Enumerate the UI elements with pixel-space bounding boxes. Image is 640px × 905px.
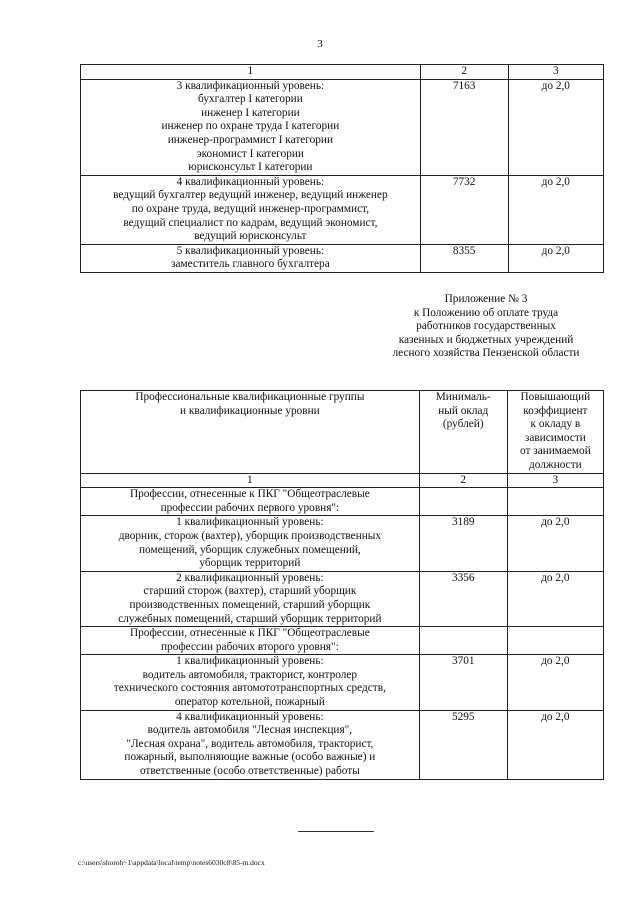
qualification-level-cell-line: инженер-программист I категории (167, 133, 334, 146)
header-coefficient-cell-line: зависимости (524, 431, 586, 444)
qualification-level-cell-line: водитель автомобиля "Лесная инспекция", (147, 724, 353, 737)
qualification-level-cell-line: 1 квалификационный уровень: (176, 655, 324, 668)
coefficient-cell: до 2,0 (508, 79, 603, 175)
salary-cell: 3701 (419, 655, 507, 710)
header-groups-cell (81, 391, 420, 474)
salary-cell (419, 488, 507, 516)
footer-file-path: c:\users\shoroh~1\appdata\local\temp\notes6030c8\85-m.docx (78, 858, 265, 867)
qualification-level-cell (81, 655, 420, 710)
salary-cell: 7163 (420, 79, 508, 175)
column-number-cell: 3 (508, 65, 603, 80)
qualification-level-cell-line: профессии рабочих первого уровня": (160, 501, 340, 514)
qualification-level-cell (81, 516, 420, 571)
coefficient-cell (507, 627, 603, 655)
qualification-level-cell-line: ведущий бухгалтер ведущий инженер, ведущий инженер (113, 189, 388, 202)
qualification-level-cell-line: ответственные (особо ответственные) работы (139, 765, 360, 778)
qualification-level-cell-line: ведущий юрисконсульт (194, 230, 307, 243)
qualification-level-cell-line: 5 квалификационный уровень: (176, 244, 325, 257)
qualification-level-cell-line: технического состояния автомототранспортных средств, (113, 682, 386, 695)
qualification-level-cell-line: водитель автомобиля, тракторист, контролер (142, 668, 358, 681)
qualification-level-cell-line: "Лесная охрана", водитель автомобиля, тракторист, (126, 737, 374, 750)
qualification-level-cell-line: уборщик территорий (199, 557, 301, 570)
table-row (81, 627, 604, 655)
salary-cell: 3189 (419, 516, 507, 571)
coefficient-cell: до 2,0 (507, 571, 603, 626)
qualification-level-cell-line: инженер по охране труда I категории (161, 120, 340, 133)
table-row (81, 488, 604, 516)
qualification-level-cell-line: пожарный, выполняющие важные (особо важные) и (124, 751, 376, 764)
qualification-level-cell (81, 488, 420, 516)
column-number-row (81, 65, 604, 80)
separator-line (298, 831, 374, 832)
qualification-level-cell-line: оператор котельной, пожарный (174, 696, 325, 709)
header-salary-cell-line: (рублей) (442, 418, 484, 431)
column-number-cell: 3 (507, 473, 603, 488)
coefficient-cell: до 2,0 (507, 710, 603, 779)
qualification-level-cell-line: 4 квалификационный уровень: (176, 175, 325, 188)
qualification-level-cell (81, 79, 421, 175)
header-coefficient-cell-line: должности (529, 458, 582, 471)
salary-table-continued (80, 64, 604, 273)
appendix-line: казенных и бюджетных учреждений (398, 333, 574, 346)
qualification-level-cell-line: дворник, сторож (вахтер), уборщик производственных (118, 529, 382, 542)
table-row (81, 571, 604, 626)
header-coefficient-cell-line: от занимаемой (519, 445, 591, 458)
appendix-line: лесного хозяйства Пензенской области (392, 347, 580, 360)
qualification-level-cell-line: старший сторож (вахтер), старший уборщик (143, 585, 357, 598)
qualification-level-cell-line: служебных помещений, старший уборщик территорий (118, 612, 382, 625)
qualification-level-cell-line: заместитель главного бухгалтера (171, 258, 330, 271)
table-row (81, 175, 604, 244)
qualification-level-cell (81, 627, 420, 655)
header-coefficient-cell-line: к окладу в (530, 418, 581, 431)
header-salary-cell-line: Минималь- (435, 391, 491, 403)
qualification-level-cell-line: 2 квалификационный уровень: (176, 571, 324, 584)
qualification-level-cell-line: инженер I категории (201, 106, 300, 119)
header-coefficient-cell-line: коэффициент (523, 404, 588, 417)
salary-cell: 8355 (420, 244, 508, 272)
salary-cell: 7732 (420, 175, 508, 244)
qualification-level-cell-line: помещений, уборщик служебных помещений, (139, 543, 361, 556)
coefficient-cell: до 2,0 (507, 516, 603, 571)
header-groups-cell-line: Профессиональные квалификационные группы (135, 391, 365, 403)
qualification-level-cell (81, 244, 421, 272)
salary-table-workers (80, 390, 604, 780)
column-number-cell: 2 (419, 473, 507, 488)
qualification-level-cell-line: производственных помещений, старший уборщик (129, 598, 371, 611)
qualification-level-cell-line: 3 квалификационный уровень: (176, 79, 325, 92)
qualification-level-cell-line: 4 квалификационный уровень: (176, 710, 324, 723)
header-salary-cell (419, 391, 507, 474)
qualification-level-cell-line: юрисконсульт I категории (188, 161, 313, 174)
qualification-level-cell (81, 571, 420, 626)
table-row (81, 244, 604, 272)
appendix-line: Приложение № 3 (444, 293, 528, 305)
table-row (81, 516, 604, 571)
header-coefficient-cell-line: Повышающий (520, 391, 591, 403)
header-coefficient-cell (507, 391, 603, 474)
qualification-level-cell-line: экономист I категории (196, 147, 304, 160)
salary-cell (419, 627, 507, 655)
salary-cell: 5295 (419, 710, 507, 779)
qualification-level-cell-line: профессии рабочих второго уровня": (161, 640, 339, 653)
qualification-level-cell-line: бухгалтер I категории (198, 93, 303, 106)
column-number-cell: 1 (81, 65, 421, 80)
appendix-heading (366, 293, 606, 361)
header-groups-cell-line: и квалификационные уровни (180, 404, 320, 417)
header-salary-cell-line: ный оклад (438, 404, 489, 417)
qualification-level-cell-line: по охране труда, ведущий инженер-программист, (131, 202, 370, 215)
table-header-row (81, 391, 604, 474)
table-row (81, 655, 604, 710)
appendix-line: работников государственных (416, 320, 556, 333)
qualification-level-cell (81, 175, 421, 244)
coefficient-cell: до 2,0 (507, 655, 603, 710)
qualification-level-cell-line: Профессии, отнесенные к ПКГ "Общеотраслевые (130, 488, 370, 501)
appendix-line: к Положению об оплате труда (413, 306, 559, 319)
qualification-level-cell (81, 710, 420, 779)
column-number-row (81, 473, 604, 488)
column-number-cell: 1 (81, 473, 420, 488)
column-number-cell: 2 (420, 65, 508, 80)
page-number: 3 (317, 38, 323, 50)
coefficient-cell: до 2,0 (508, 175, 603, 244)
coefficient-cell: до 2,0 (508, 244, 603, 272)
qualification-level-cell-line: 1 квалификационный уровень: (176, 516, 324, 529)
salary-cell: 3356 (419, 571, 507, 626)
coefficient-cell (507, 488, 603, 516)
table-row (81, 79, 604, 175)
qualification-level-cell-line: ведущий специалист по кадрам, ведущий экономист, (123, 216, 378, 229)
table-row (81, 710, 604, 779)
qualification-level-cell-line: Профессии, отнесенные к ПКГ "Общеотраслевые (130, 627, 370, 640)
